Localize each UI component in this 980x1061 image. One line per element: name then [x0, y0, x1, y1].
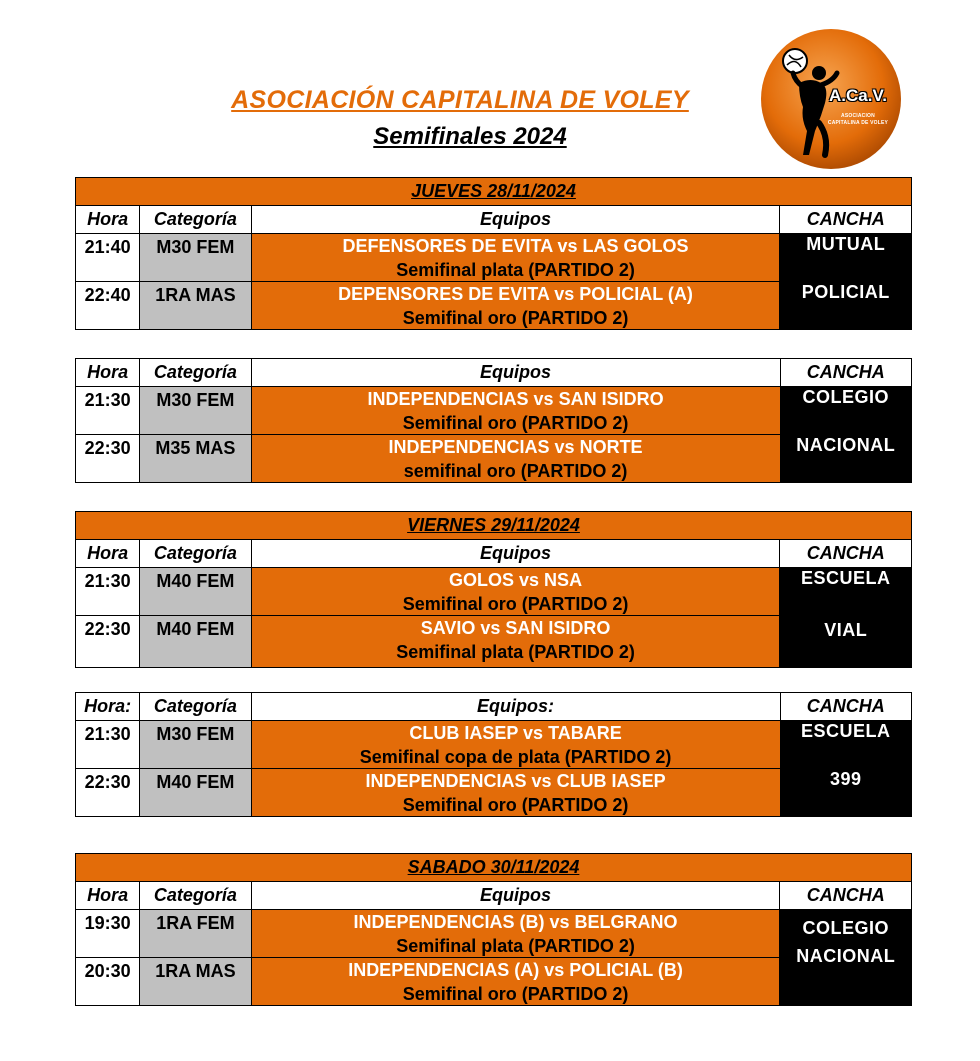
col-hora: Hora	[76, 540, 140, 568]
game-time: 22:30	[76, 769, 140, 817]
col-hora: Hora	[76, 206, 140, 234]
court-name: VIAL	[780, 616, 912, 668]
court-name: COLEGIO	[780, 387, 912, 435]
court-name: NACIONAL	[796, 946, 896, 966]
game-phase: Semifinal copa de plata (PARTIDO 2)	[359, 747, 672, 767]
court-name: POLICIAL	[780, 282, 912, 330]
court-name: 399	[780, 769, 912, 817]
game-category: 1RA MAS	[140, 282, 251, 330]
day-row	[76, 178, 912, 206]
game-phase: semifinal oro (PARTIDO 2)	[403, 461, 628, 481]
game-category: M30 FEM	[140, 721, 251, 769]
game-category: 1RA FEM	[140, 910, 251, 958]
game-time: 22:30	[76, 616, 140, 668]
game-teams-cell	[251, 234, 780, 282]
game-phase: Semifinal oro (PARTIDO 2)	[402, 984, 629, 1004]
game-teams-cell	[251, 616, 780, 668]
game-teams-cell	[251, 282, 780, 330]
court-name: ESCUELA	[780, 721, 912, 769]
court-name: NACIONAL	[780, 435, 912, 483]
logo-subtext: ASOCIACION CAPITALINA DE VOLEY	[827, 113, 889, 126]
game-time: 21:40	[76, 234, 140, 282]
col-categoria: Categoría	[140, 693, 251, 721]
day-label: VIERNES 29/11/2024	[76, 512, 912, 540]
col-hora: Hora	[76, 359, 140, 387]
schedule-table-jueves	[75, 177, 912, 330]
day-label: JUEVES 28/11/2024	[76, 178, 912, 206]
game-teams: CLUB IASEP vs TABARE	[409, 723, 622, 743]
day-row	[76, 512, 912, 540]
game-teams: DEPENSORES DE EVITA vs POLICIAL (A)	[338, 284, 693, 304]
table-row	[76, 282, 912, 330]
game-phase: Semifinal oro (PARTIDO 2)	[402, 308, 629, 328]
game-teams: INDEPENDENCIAS (A) vs POLICIAL (B)	[348, 960, 683, 980]
page-subtitle: Semifinales 2024	[373, 123, 567, 150]
game-category: M40 FEM	[140, 568, 251, 616]
table-row	[76, 234, 912, 282]
col-equipos: Equipos	[251, 206, 780, 234]
table-row	[76, 387, 912, 435]
schedule-table-viernes	[75, 511, 912, 668]
game-category: 1RA MAS	[140, 958, 251, 1006]
game-teams: INDEPENDENCIAS vs CLUB IASEP	[365, 771, 666, 791]
col-cancha: CANCHA	[780, 206, 912, 234]
game-category: M40 FEM	[140, 769, 251, 817]
court-name: ESCUELA	[780, 568, 912, 616]
game-teams: DEFENSORES DE EVITA vs LAS GOLOS	[342, 236, 689, 256]
game-time: 22:30	[76, 435, 140, 483]
game-time: 22:40	[76, 282, 140, 330]
col-hora: Hora	[76, 882, 140, 910]
col-cancha: CANCHA	[780, 693, 912, 721]
game-time: 21:30	[76, 387, 140, 435]
schedule-table-sabado	[75, 853, 912, 1006]
game-time: 21:30	[76, 568, 140, 616]
game-teams-cell	[251, 958, 780, 1006]
col-categoria: Categoría	[140, 206, 251, 234]
col-cancha: CANCHA	[780, 540, 912, 568]
table-row	[76, 435, 912, 483]
table-row	[76, 721, 912, 769]
day-label: SABADO 30/11/2024	[76, 854, 912, 882]
game-teams: INDEPENDENCIAS vs SAN ISIDRO	[367, 389, 664, 409]
header-row	[76, 359, 912, 387]
game-teams-cell	[251, 910, 780, 958]
col-hora: Hora:	[76, 693, 140, 721]
game-teams-cell	[251, 387, 780, 435]
game-phase: Semifinal oro (PARTIDO 2)	[402, 413, 629, 433]
col-equipos: Equipos	[251, 882, 780, 910]
game-time: 19:30	[76, 910, 140, 958]
schedule-table-viernes-2	[75, 692, 912, 817]
col-cancha: CANCHA	[780, 359, 912, 387]
page-title: ASOCIACIÓN CAPITALINA DE VOLEY	[231, 86, 689, 114]
header-row	[76, 540, 912, 568]
table-row	[76, 910, 912, 958]
header-row	[76, 882, 912, 910]
game-phase: Semifinal oro (PARTIDO 2)	[402, 594, 629, 614]
court-cell	[780, 910, 912, 1006]
header-row	[76, 693, 912, 721]
col-categoria: Categoría	[140, 882, 251, 910]
game-category: M40 FEM	[140, 616, 251, 668]
game-time: 20:30	[76, 958, 140, 1006]
game-category: M35 MAS	[140, 435, 251, 483]
game-teams-cell	[251, 721, 780, 769]
game-teams-cell	[251, 435, 780, 483]
game-category: M30 FEM	[140, 234, 251, 282]
game-time: 21:30	[76, 721, 140, 769]
header-row	[76, 206, 912, 234]
col-equipos: Equipos	[251, 359, 780, 387]
game-phase: Semifinal plata (PARTIDO 2)	[396, 260, 635, 280]
court-name: COLEGIO	[802, 918, 889, 938]
game-phase: Semifinal plata (PARTIDO 2)	[396, 642, 635, 662]
col-categoria: Categoría	[140, 359, 251, 387]
table-row	[76, 568, 912, 616]
col-equipos: Equipos:	[251, 693, 780, 721]
col-categoria: Categoría	[140, 540, 251, 568]
logo-text: A.Ca.V.	[829, 86, 887, 105]
game-teams-cell	[251, 568, 780, 616]
game-phase: Semifinal oro (PARTIDO 2)	[402, 795, 629, 815]
table-row	[76, 769, 912, 817]
day-row	[76, 854, 912, 882]
court-name: MUTUAL	[780, 234, 912, 282]
col-cancha: CANCHA	[780, 882, 912, 910]
col-equipos: Equipos	[251, 540, 780, 568]
game-teams: GOLOS vs NSA	[449, 570, 583, 590]
table-row	[76, 616, 912, 668]
game-teams: INDEPENDENCIAS (B) vs BELGRANO	[353, 912, 678, 932]
game-teams: INDEPENDENCIAS vs NORTE	[388, 437, 643, 457]
game-teams: SAVIO vs SAN ISIDRO	[420, 618, 611, 638]
schedule-table-jueves-2	[75, 358, 912, 483]
game-teams-cell	[251, 769, 780, 817]
game-phase: Semifinal plata (PARTIDO 2)	[396, 936, 635, 956]
game-category: M30 FEM	[140, 387, 251, 435]
